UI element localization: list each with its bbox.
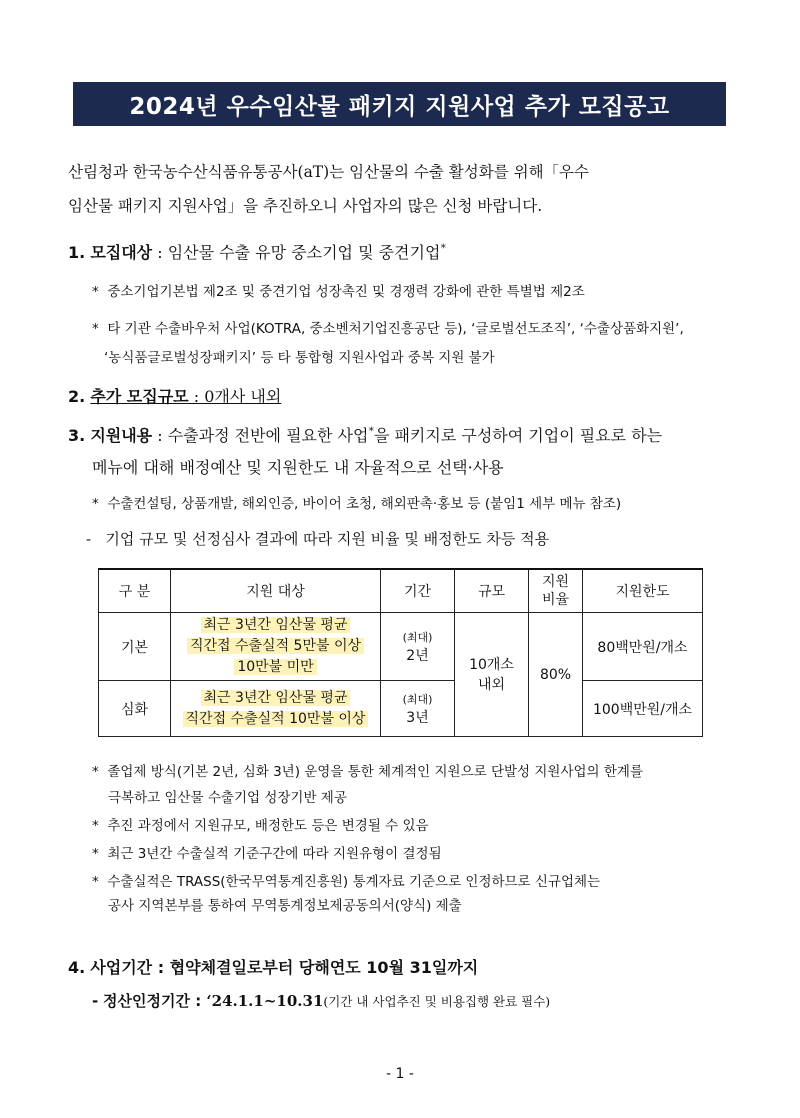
- section-4: [68, 955, 478, 978]
- section-1-separator: :: [152, 243, 168, 262]
- sub-separator: :: [189, 992, 207, 1010]
- header-type: 구 분: [99, 569, 171, 613]
- section-1-text: 임산물 수출 유망 중소기업 및 중견기업: [167, 243, 441, 262]
- period-max-label: (최대): [402, 630, 433, 644]
- section-1-note-2-cont: ‘농식품글로벌성장패키지’ 등 타 통합형 지원사업과 중복 지원 불가: [104, 350, 495, 366]
- note-marker: *: [92, 284, 99, 300]
- section-1-footnote-mark: *: [440, 241, 446, 255]
- section-1-note-1: [92, 280, 585, 300]
- row-period: [381, 613, 455, 681]
- section-3-note: [92, 492, 621, 512]
- section-3: [68, 423, 662, 446]
- header-period: 기간: [381, 569, 455, 613]
- table-header-row: [99, 569, 703, 613]
- scale-line-1: 10개소: [469, 656, 514, 673]
- note-text: 수출실적은 TRASS(한국무역통계진흥원) 통계자료 기준으로 인정하므로 신규업체는: [107, 874, 601, 890]
- period-max-label: (최대): [402, 692, 433, 706]
- intro-line-1: 산림청과 한국농수산식품유통공사(aT)는 임산물의 수출 활성화를 위해「우수: [68, 163, 590, 181]
- table-note-3: [92, 842, 442, 862]
- section-1-heading: 모집대상: [90, 243, 153, 262]
- header-target: 지원 대상: [171, 569, 381, 613]
- header-scale: 규모: [455, 569, 529, 613]
- section-3-dash-item: - 기업 규모 및 선정심사 결과에 따라 지원 비율 및 배정한도 차등 적용: [86, 530, 550, 548]
- table-row: [99, 613, 703, 681]
- sub-dash: -: [92, 992, 99, 1010]
- section-4-number: 4.: [68, 958, 86, 977]
- target-line: 10만불 미만: [234, 659, 316, 675]
- target-line: 최근 3년간 임산물 평균: [201, 617, 351, 633]
- section-3-text-b: 을 패키지로 구성하여 기업이 필요로 하는: [373, 426, 663, 445]
- section-2-separator: :: [188, 387, 205, 406]
- section-3-text-a: 수출과정 전반에 필요한 사업: [167, 426, 369, 445]
- scale-line-2: 내외: [477, 676, 506, 693]
- section-3-separator: :: [152, 426, 168, 445]
- note-text: 타 기관 수출바우처 사업(KOTRA, 중소벤처기업진흥공단 등), ‘글로벌선도조직’, ‘수출상품화지원’,: [107, 321, 684, 337]
- page-number: - 1 -: [386, 1066, 414, 1082]
- row-target: [171, 681, 381, 737]
- section-4-heading: 사업기간: [90, 958, 153, 977]
- section-3-footnote-mark: *: [368, 424, 374, 438]
- period-value: 3년: [406, 709, 429, 726]
- note-marker: *: [92, 846, 99, 862]
- section-2: [68, 384, 281, 407]
- target-line: 직간접 수출실적 5만불 이상: [187, 638, 364, 654]
- sub-paren: (기간 내 사업추진 및 비용집행 완료 필수): [323, 994, 551, 1009]
- note-text: 중소기업기본법 제2조 및 중견기업 성장촉진 및 경쟁력 강화에 관한 특별법 제2조: [107, 284, 585, 300]
- note-marker: *: [92, 874, 99, 890]
- header-ratio-line-2: 비율: [541, 592, 570, 608]
- section-3-number: 3.: [68, 426, 86, 445]
- table-note-2: [92, 814, 429, 834]
- section-4-text: 협약체결일로부터 당해연도 10월 31일까지: [169, 958, 479, 977]
- section-4-sub: [92, 990, 550, 1011]
- row-limit: 100백만원/개소: [583, 681, 703, 737]
- section-2-text: 0개사 내외: [204, 387, 282, 406]
- section-2-heading: 추가 모집규모: [90, 387, 189, 406]
- note-text: 추진 과정에서 지원규모, 배정한도 등은 변경될 수 있음: [107, 818, 429, 834]
- section-3-line-2: 메뉴에 대해 배정예산 및 지원한도 내 자율적으로 선택·사용: [92, 458, 504, 477]
- section-1-note-2: [92, 317, 684, 337]
- section-2-number: 2.: [68, 387, 86, 406]
- note-marker: *: [92, 496, 99, 512]
- ratio-cell: 80%: [529, 613, 583, 737]
- table-note-1: [92, 760, 643, 780]
- section-3-heading: 지원내용: [90, 426, 153, 445]
- row-type: 심화: [99, 681, 171, 737]
- dash-item-text: 기업 규모 및 선정심사 결과에 따라 지원 비율 및 배정한도 차등 적용: [105, 530, 550, 548]
- sub-text: ‘24.1.1~10.31: [206, 992, 324, 1010]
- note-text: 수출컨설팅, 상품개발, 해외인증, 바이어 초청, 해외판촉·홍보 등 (붙임1 세부 메뉴 참조): [107, 496, 622, 512]
- row-type: 기본: [99, 613, 171, 681]
- intro-line-2: 임산물 패키지 지원사업」을 추진하오니 사업자의 많은 신청 바랍니다.: [68, 197, 543, 215]
- table-note-1-cont: 극복하고 임산물 수출기업 성장기반 제공: [108, 790, 347, 806]
- sub-heading: 정산인정기간: [103, 992, 190, 1010]
- note-text: 졸업제 방식(기본 2년, 심화 3년) 운영을 통한 체계적인 지원으로 단발성 지원사업의 한계를: [107, 764, 643, 780]
- section-1: [68, 240, 446, 263]
- target-line: 최근 3년간 임산물 평균: [201, 690, 351, 706]
- section-1-number: 1.: [68, 243, 86, 262]
- header-limit: 지원한도: [583, 569, 703, 613]
- page-title: 2024년 우수임산물 패키지 지원사업 추가 모집공고: [73, 82, 726, 126]
- row-target: [171, 613, 381, 681]
- target-line: 직간접 수출실적 10만불 이상: [183, 711, 369, 727]
- table-note-4-cont: 공사 지역본부를 통하여 무역통계정보제공동의서(양식) 제출: [108, 898, 462, 914]
- section-4-separator: :: [152, 958, 170, 977]
- scale-cell: [455, 613, 529, 737]
- table-row: [99, 681, 703, 737]
- note-text: 최근 3년간 수출실적 기준구간에 따라 지원유형이 결정됨: [107, 846, 442, 862]
- note-marker: *: [92, 764, 99, 780]
- note-marker: *: [92, 818, 99, 834]
- table-note-4: [92, 870, 600, 890]
- header-ratio-line-1: 지원: [541, 574, 570, 590]
- period-value: 2년: [406, 647, 429, 664]
- note-marker: *: [92, 321, 99, 337]
- row-period: [381, 681, 455, 737]
- row-limit: 80백만원/개소: [583, 613, 703, 681]
- support-table: [98, 568, 703, 737]
- header-ratio: [529, 569, 583, 613]
